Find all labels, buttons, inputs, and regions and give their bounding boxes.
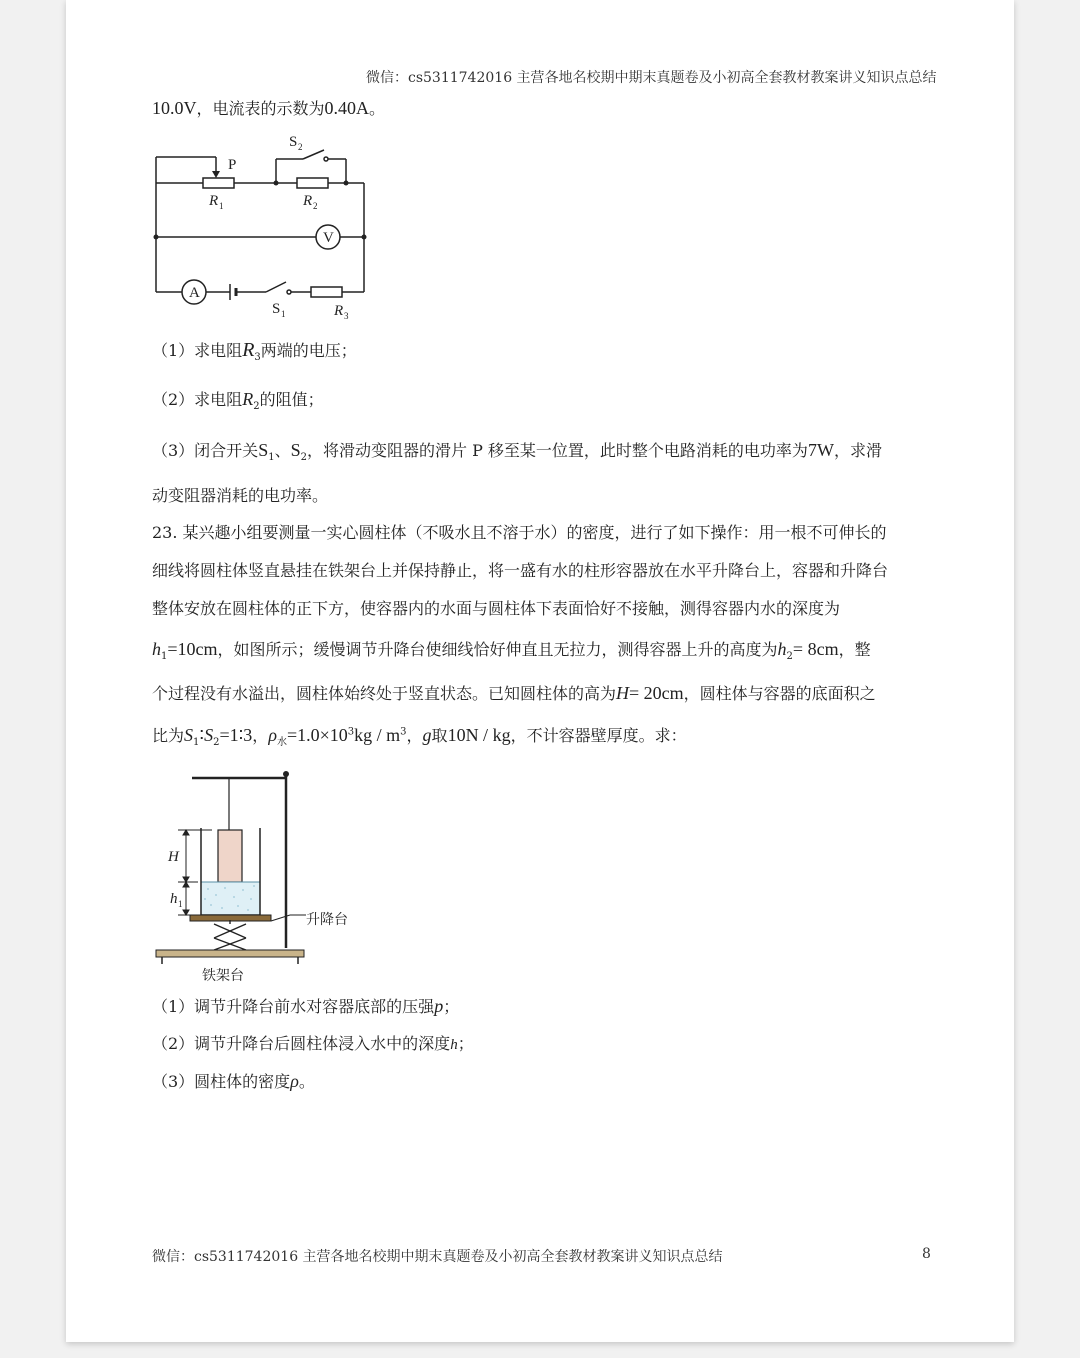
q22-part1: （1）求电阻$R_3$两端的电压；	[152, 339, 357, 364]
label-r1: R	[209, 193, 219, 209]
label-h1: h	[170, 891, 178, 907]
label-lift: 升降台	[306, 912, 348, 928]
label-s2: S	[289, 134, 298, 150]
label-H: H	[168, 849, 179, 865]
page-header: 微信：cs5311742016 主营各地名校期中期末真题卷及小初高全套教材教案讲义知识点总结	[366, 70, 937, 86]
q23-line4: $h_1=10cm$，如图所示；缓慢调节升降台使细线恰好伸直且无拉力，测得容器上升的高度为$h_2= 8cm$，整	[152, 639, 871, 663]
q22-part3-line2: 动变阻器消耗的电功率。	[152, 486, 329, 505]
svg-text:2: 2	[313, 201, 318, 211]
q23-line3: 整体安放在圆柱体的正下方，使容器内的水面与圆柱体下表面恰好不接触，测得容器内水的深度为	[152, 599, 841, 618]
q23-line5: 个过程没有水溢出，圆柱体始终处于竖直状态。已知圆柱体的高为H= 20cm，圆柱体与容器的底面积之	[152, 683, 876, 703]
svg-text:2: 2	[298, 142, 303, 152]
intro-text: ，电流表的示数为	[196, 99, 325, 118]
q22-part3: （3）闭合开关$S_1$、$S_2$，将滑动变阻器的滑片 P 移至某一位置，此时整个电路消耗的电功率为7W，求滑	[152, 440, 882, 464]
q22-part2: （2）求电阻$R_2$的阻值；	[152, 389, 324, 413]
circuit-diagram	[146, 124, 386, 324]
q23-line1: 23. 某兴趣小组要测量一实心圆柱体（不吸水且不溶于水）的密度，进行了如下操作：用一根不可伸长的	[152, 523, 887, 542]
slider-arrow	[212, 171, 220, 178]
q23-line2: 细线将圆柱体竖直悬挂在铁架台上并保持静止，将一盛有水的柱形容器放在水平升降台上，容器和升降台	[152, 561, 889, 580]
apparatus-diagram	[150, 758, 410, 988]
current-value: 0.40A	[324, 98, 370, 118]
svg-text:1: 1	[219, 201, 224, 211]
page-number: 8	[922, 1246, 931, 1262]
label-stand: 铁架台	[202, 968, 244, 984]
voltage-value: 10.0V	[152, 98, 197, 118]
q23-part1: （1）调节升降台前水对容器底部的压强p；	[152, 996, 460, 1016]
resistor-r2	[297, 178, 328, 188]
resistor-r1	[203, 178, 234, 188]
label-voltmeter: V	[323, 230, 334, 246]
q23-part3: （3）圆柱体的密度ρ。	[152, 1071, 315, 1091]
page-footer: 微信：cs5311742016 主营各地名校期中期末真题卷及小初高全套教材教案讲义知识点总结	[152, 1249, 723, 1265]
switch-s1-blade	[266, 282, 286, 292]
label-s1: S	[272, 301, 281, 317]
label-r3: R	[334, 303, 344, 319]
svg-text:3: 3	[344, 311, 349, 321]
svg-text:1: 1	[281, 309, 286, 319]
label-r2: R	[303, 193, 313, 209]
switch-s2-blade	[303, 150, 324, 159]
stand-base	[156, 950, 304, 957]
document-page	[66, 0, 1014, 1342]
q23-line6: 比为$S_1∶S_2=1∶3$，$\rho_水=1.0\times 10^3kg / m^3$，g取10N / kg，不计容器壁厚度。求：	[152, 725, 687, 749]
intro-line	[152, 96, 385, 119]
cylinder	[218, 830, 242, 882]
resistor-r3	[311, 287, 342, 297]
q23-part2: （2）调节升降台后圆柱体浸入水中的深度h；	[152, 1034, 474, 1053]
label-p: P	[228, 157, 237, 173]
scissor-lift	[214, 920, 246, 950]
intro-end: 。	[369, 99, 386, 118]
label-ammeter: A	[189, 285, 200, 301]
svg-text:1: 1	[178, 899, 183, 909]
